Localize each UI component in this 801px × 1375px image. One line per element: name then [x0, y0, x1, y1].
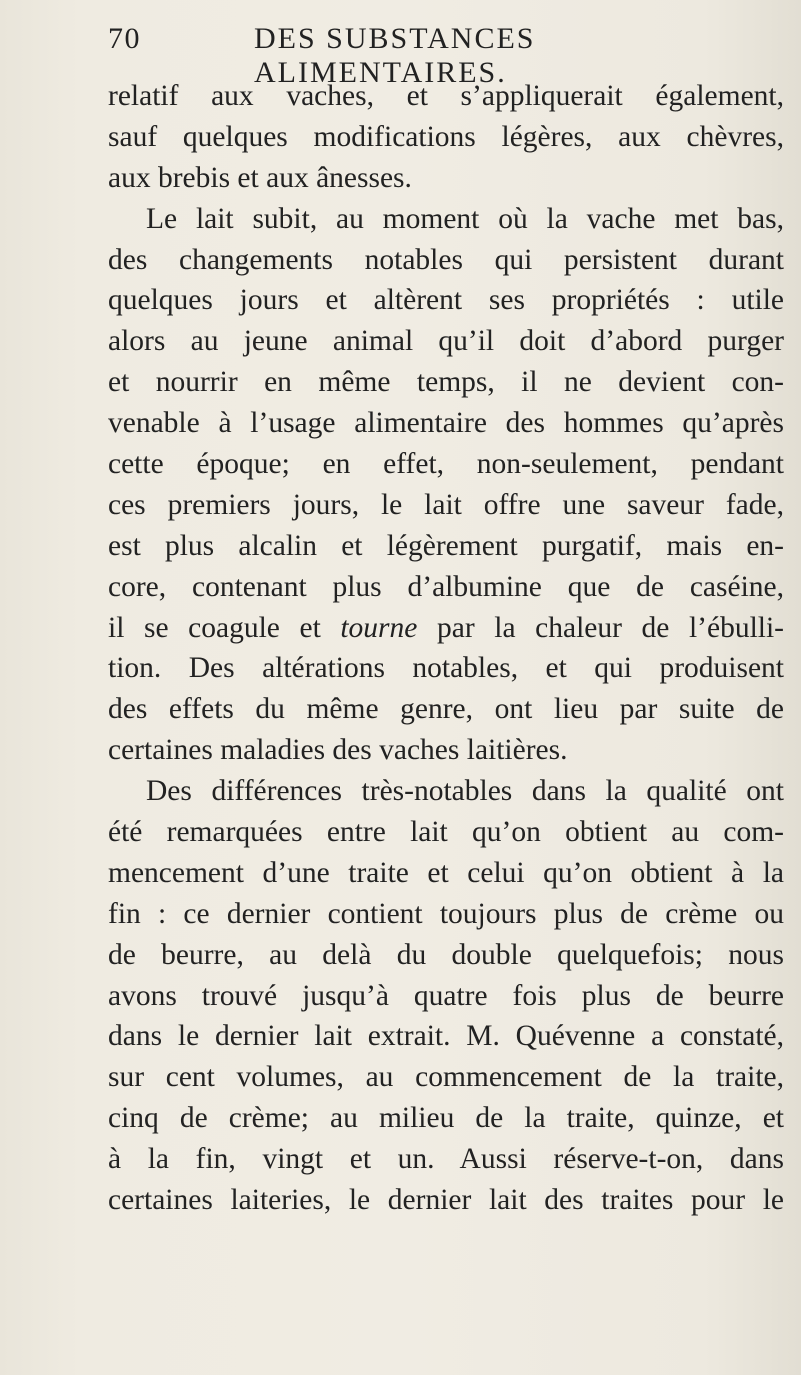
body-text: [108, 76, 784, 1221]
text-line: Le lait subit, au moment où la vache met bas,: [146, 202, 784, 235]
text-line: core, contenant plus d’albumine que de caséine,: [108, 570, 784, 603]
text-line: Des différences très-notables dans la qualité ont: [146, 775, 784, 808]
running-header: [108, 22, 758, 89]
text-line: des effets du même genre, ont lieu par suite de: [108, 693, 784, 726]
text-line: et nourrir en même temps, il ne devient con-: [108, 366, 784, 399]
text-line: aux brebis et aux ânesses.: [108, 161, 412, 194]
text-segment: par la chaleur de l’ébulli-: [436, 611, 784, 644]
text-line: quelques jours et altèrent ses propriétés : utile: [108, 284, 784, 317]
running-title: DES SUBSTANCES ALIMENTAIRES.: [254, 22, 536, 89]
text-line: [108, 608, 784, 649]
text-line: mencement d’une traite et celui qu’on obtient à la: [108, 856, 784, 889]
text-line: certaines maladies des vaches laitières.: [108, 734, 568, 767]
text-line: à la fin, vingt et un. Aussi réserve-t-on, dans: [108, 1143, 784, 1176]
text-line: relatif aux vaches, et s’appliquerait également,: [108, 80, 784, 112]
text-line: alors au jeune animal qu’il doit d’abord purger: [108, 325, 784, 358]
italic-word: tourne: [340, 611, 418, 644]
text-line: certaines laiteries, le dernier lait des traites pour le: [108, 1184, 784, 1217]
page-number: 70: [108, 22, 141, 55]
text-line: tion. Des altérations notables, et qui produisent: [108, 652, 784, 685]
text-line: sur cent volumes, au commencement de la traite,: [108, 1061, 784, 1094]
text-line: fin : ce dernier contient toujours plus de crème ou: [108, 897, 784, 930]
text-line: est plus alcalin et légèrement purgatif, mais en-: [108, 529, 784, 562]
text-line: avons trouvé jusqu’à quatre fois plus de beurre: [108, 979, 784, 1012]
text-line: de beurre, au delà du double quelquefois; nous: [108, 938, 784, 971]
text-line: sauf quelques modifications légères, aux chèvres,: [108, 120, 784, 153]
text-line: été remarquées entre lait qu’on obtient au com-: [108, 816, 784, 849]
text-line: des changements notables qui persistent durant: [108, 243, 784, 276]
text-line: venable à l’usage alimentaire des hommes qu’après: [108, 407, 784, 440]
text-line: dans le dernier lait extrait. M. Quévenne a constaté,: [108, 1020, 784, 1053]
text-line: cette époque; en effet, non-seulement, pendant: [108, 448, 784, 481]
text-line: cinq de crème; au milieu de la traite, quinze, et: [108, 1102, 784, 1135]
text-line: ces premiers jours, le lait offre une saveur fade,: [108, 488, 784, 521]
text-segment: il se coagule et: [108, 611, 321, 644]
